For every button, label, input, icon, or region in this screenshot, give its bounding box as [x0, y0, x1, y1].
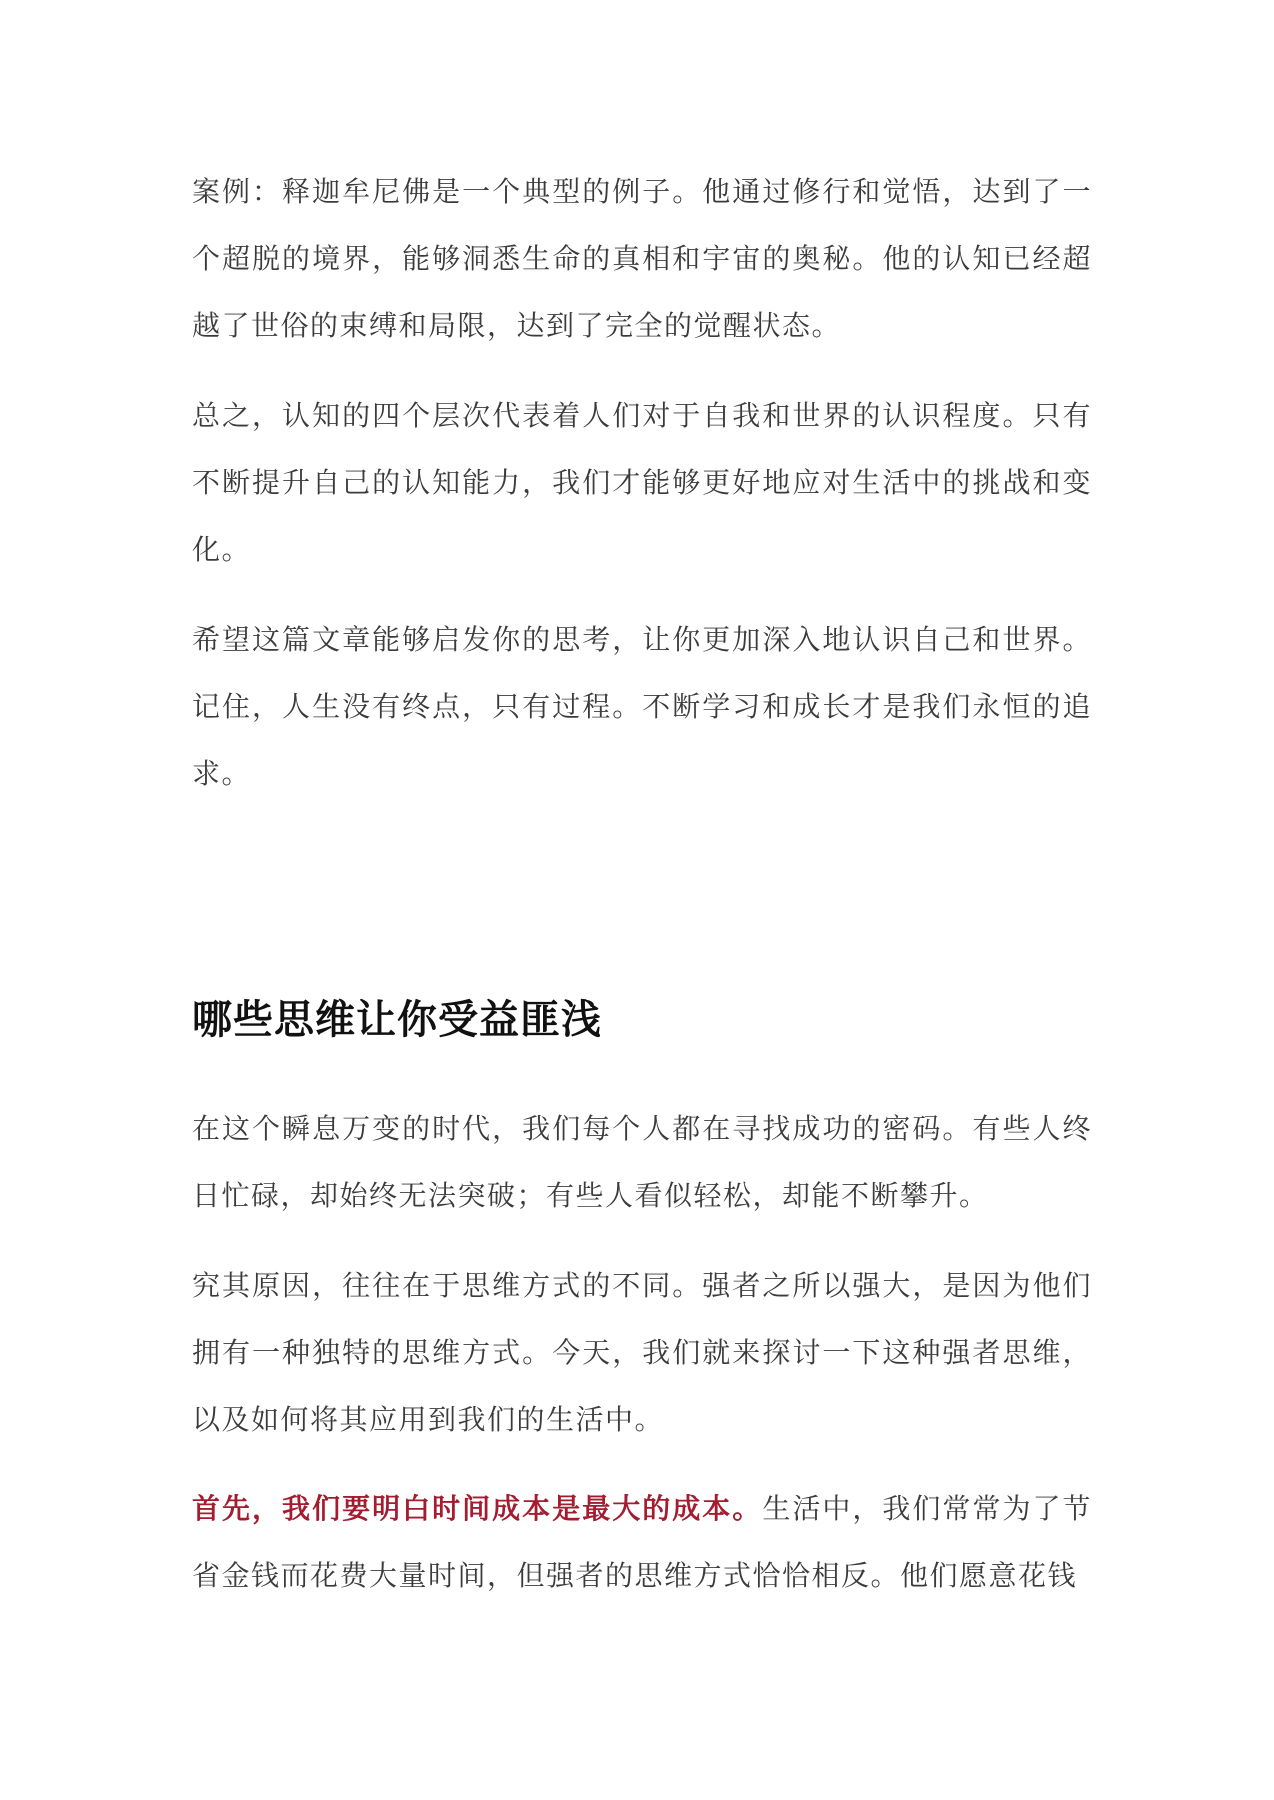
paragraph-reason: 究其原因，往往在于思维方式的不同。强者之所以强大，是因为他们拥有一种独特的思维方式。今天，我们就来探讨一下这种强者思维，以及如何将其应用到我们的生活中。 — [192, 1269, 1092, 1436]
paragraph-buddha-example: 案例：释迦牟尼佛是一个典型的例子。他通过修行和觉悟，达到了一个超脱的境界，能够洞悉生命的真相和宇宙的奥秘。他的认知已经超越了世俗的束缚和局限，达到了完全的觉醒状态。 — [192, 175, 1092, 342]
paragraph-intro: 在这个瞬息万变的时代，我们每个人都在寻找成功的密码。有些人终日忙碌，却始终无法突破；有些人看似轻松，却能不断攀升。 — [192, 1112, 1092, 1212]
paragraph-closing: 希望这篇文章能够启发你的思考，让你更加深入地认识自己和世界。记住，人生没有终点，只有过程。不断学习和成长才是我们永恒的追求。 — [192, 623, 1092, 790]
paragraph-time-cost — [192, 1475, 1092, 1609]
highlighted-sentence: 首先，我们要明白时间成本是最大的成本。 — [192, 1492, 763, 1525]
section-heading: 哪些思维让你受益匪浅 — [192, 997, 602, 1043]
paragraph-time-cost-rest: 生活中，我们常常为了节省金钱而花费大量时间，但强者的思维方式恰恰相反。他们愿意花钱 — [192, 1492, 1092, 1592]
paragraph-summary: 总之，认知的四个层次代表着人们对于自我和世界的认识程度。只有不断提升自己的认知能力，我们才能够更好地应对生活中的挑战和变化。 — [192, 399, 1092, 566]
